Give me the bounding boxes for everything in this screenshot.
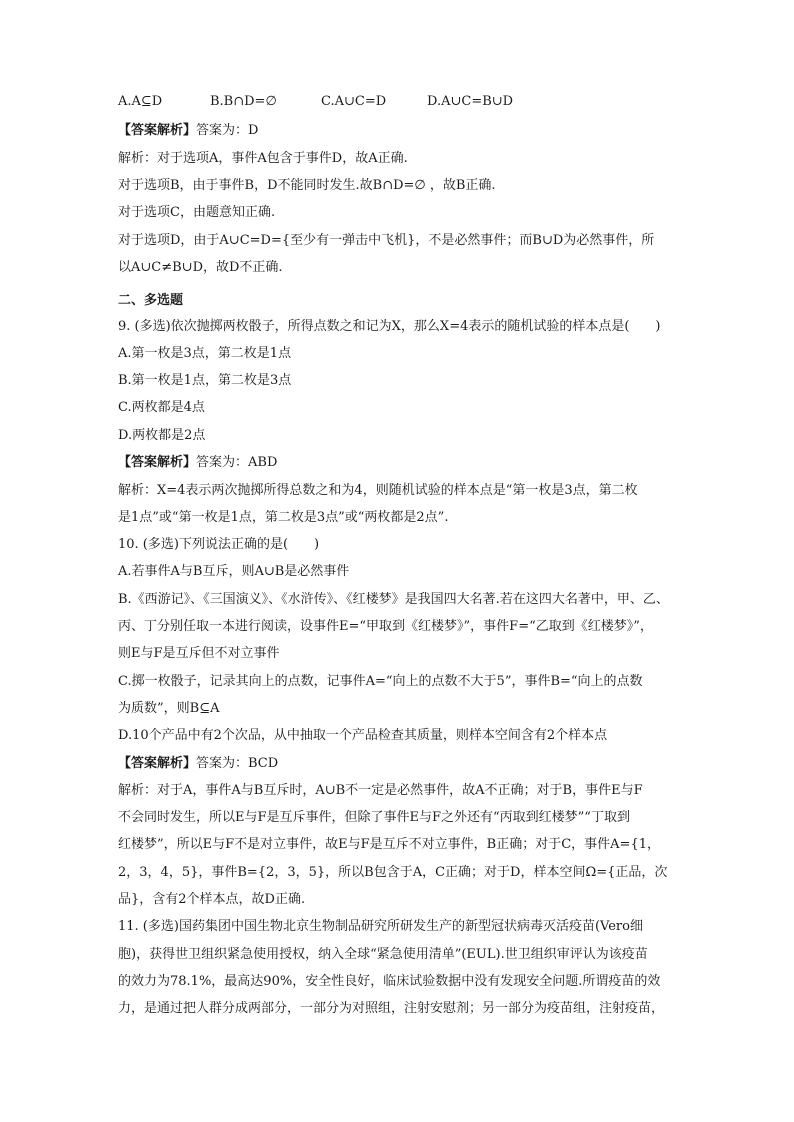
q8-explanation-line: 以A∪C≠B∪D，故D不正确. [118,260,283,275]
q10-explanation-line: 2，3，4，5}，事件B={2，3，5}，所以B包含于A，C正确；对于D，样本空间Ω={正品，次 [118,865,668,880]
q8-option-d: D.A∪C=B∪D [427,94,514,109]
q10-answer [118,755,678,773]
q10-explanation-line: 不会同时发生，所以E与F是互斥事件，但除了事件E与F之外还有“丙取到红楼梦”“丁取到 [118,810,630,825]
q11-stem-line: 力，是通过把人群分成两部分，一部分为对照组，注射安慰剂；另一部分为疫苗组，注射疫苗， [118,1001,665,1016]
answer-label: 【答案解析】 [118,455,197,470]
q10-option-c-cont: 为质数”，则B⊆A [118,701,220,716]
q8-option-b: B.B∩D=∅ [210,94,277,109]
q9-stem: 9. (多选)依次抛掷两枚骰子，所得点数之和记为X，那么X=4表示的随机试验的样本点是( ) [118,319,661,334]
q8-answer [118,122,678,140]
q9-answer [118,454,678,472]
section-heading: 二、多选题 [118,293,184,308]
q10-option-b: B.《西游记》、《三国演义》、《水浒传》、《红楼梦》是我国四大名著.若在这四大名著中，甲、乙、 [118,592,669,607]
q8-explanation-line: 对于选项D，由于A∪C=D={至少有一弹击中飞机}，不是必然事件；而B∪D为必然事件，所 [118,233,655,248]
q10-explanation-line: 红楼梦”，所以E与F不是对立事件，故E与F是互斥不对立事件，B正确；对于C，事件A={1， [118,837,660,852]
q8-explanation-line: 对于选项B，由于事件B，D不能同时发生.故B∩D=∅ ，故B正确. [118,178,496,193]
q11-stem-line: 的效力为78.1%，最高达90%，安全性良好，临床试验数据中没有发现安全问题.所谓疫苗的效 [118,974,661,989]
q10-explanation-line: 解析：对于A，事件A与B互斥时，A∪B不一定是必然事件，故A不正确；对于B，事件E与F [118,783,643,798]
q10-stem: 10. (多选)下列说法正确的是( ) [118,537,320,552]
q10-option-a: A.若事件A与B互斥，则A∪B是必然事件 [118,564,350,579]
q9-option-a: A.第一枚是3点，第二枚是1点 [118,346,292,361]
answer-label: 【答案解析】 [118,123,197,138]
q10-option-b-cont: 丙、丁分别任取一本进行阅读，设事件E=“甲取到《红楼梦》”，事件F=“乙取到《红楼梦》”， [118,619,653,634]
q10-option-c: C.掷一枚骰子，记录其向上的点数，记事件A=“向上的点数不大于5”，事件B=“向上的点数 [118,674,643,689]
answer-label: 【答案解析】 [118,756,197,771]
q10-option-d: D.10个产品中有2个次品，从中抽取一个产品检查其质量，则样本空间含有2个样本点 [118,728,608,743]
q8-explanation-line: 解析：对于选项A，事件A包含于事件D，故A正确. [118,151,408,166]
q11-stem-line: 胞)，获得世卫组织紧急使用授权，纳入全球“紧急使用清单”(EUL).世卫组织审评认为该疫苗 [118,947,648,962]
q10-explanation-line: 品}，含有2个样本点，故D正确. [118,892,306,907]
q10-option-b-cont: 则E与F是互斥但不对立事件 [118,646,280,661]
q9-explanation-line: 解析：X=4表示两次抛掷所得总数之和为4，则随机试验的样本点是“第一枚是3点，第二枚 [118,483,638,498]
q9-option-d: D.两枚都是2点 [118,428,206,443]
answer-text: 答案为：BCD [196,756,279,771]
answer-text: 答案为：ABD [196,455,278,470]
q9-option-b: B.第一枚是1点，第二枚是3点 [118,373,292,388]
q9-explanation-line: 是1点”或“第一枚是1点，第二枚是3点”或“两枚都是2点”. [118,510,449,525]
q8-explanation-line: 对于选项C，由题意知正确. [118,205,276,220]
q9-option-c: C.两枚都是4点 [118,400,205,415]
q8-option-a: A.A⊆D [118,94,163,109]
q11-stem-line: 11. (多选)国药集团中国生物北京生物制品研究所研发生产的新型冠状病毒灭活疫苗(Vero细 [118,919,643,934]
answer-text: 答案为：D [196,123,259,138]
q8-option-c: C.A∪C=D [321,94,387,109]
